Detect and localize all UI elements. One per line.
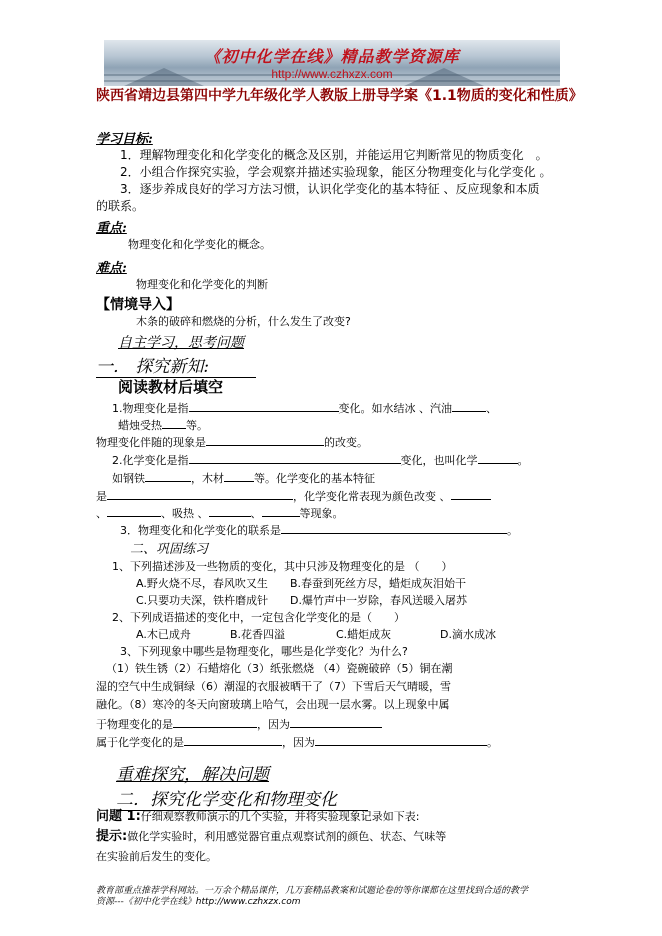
key-point-heading: 重点: (96, 221, 127, 236)
blank-q2-phen3[interactable] (209, 505, 251, 517)
footer-line-1: 教育部重点推荐学科网站。一万余个精品课件，几万套精品教案和试题论卷的等你课都在这里找到合适的教学 (96, 886, 529, 896)
objectives-heading: 学习目标: (96, 132, 153, 147)
e1-option-b[interactable]: B.春蚕到死丝方尽，蜡炬成灰泪始干 (290, 577, 467, 590)
blank-q2-phen2[interactable] (107, 505, 161, 517)
blank-q2-phen4[interactable] (262, 505, 300, 517)
blank-q1-gasoline[interactable] (452, 400, 486, 412)
e2-option-b[interactable]: B.花香四溢 (230, 628, 286, 641)
exercise-1: 1、下列描述涉及一些物质的变化，其中只涉及物理变化的是 （ ） (112, 560, 453, 573)
key-point-text: 物理变化和化学变化的概念。 (128, 238, 271, 251)
blank-e3-chemical[interactable] (184, 734, 282, 746)
fill-q2-line3: 是 ，化学变化常表现为颜色改变 、 (96, 488, 491, 504)
intro-heading: 【情境导入】 (96, 297, 180, 313)
objective-1: 1．理解物理变化和化学变化的概念及区别，并能运用它判断常见的物质变化 。 (120, 148, 548, 162)
e3-line-1: （1）铁生锈（2）石蜡熔化（3）纸张燃烧 （4）瓷碗破碎（5）铜在潮 (106, 662, 453, 675)
e3-line-2: 湿的空气中生成铜绿（6）潮湿的衣服被晒干了（7）下雪后天气晴暖，雪 (96, 680, 451, 693)
blank-e3-chemical-reason[interactable] (315, 734, 487, 746)
blank-q2-feature[interactable] (107, 488, 293, 500)
footer-line-2[interactable]: 资源---《初中化学在线》http://www.czhxzx.com (96, 897, 301, 907)
e1-option-d[interactable]: D.爆竹声中一岁除，春风送暖入屠苏 (290, 594, 467, 607)
difficulty-heading: 难点: (96, 261, 127, 276)
footer (96, 886, 528, 908)
objective-2: 2．小组合作探究实验，学会观察并描述实验现象，能区分物理变化与化学变化 。 (120, 165, 552, 179)
document-title: 陕西省靖边县第四中学九年级化学人教版上册导学案《1.1物质的变化和性质》 (96, 88, 583, 104)
banner-url-link[interactable]: http://www.czhxzx.com (271, 67, 393, 81)
blank-q1-phenomenon[interactable] (206, 434, 324, 446)
blank-q2-wood[interactable] (224, 470, 254, 482)
header-banner (104, 40, 560, 86)
banner-title: 《初中化学在线》精品教学资源库 (204, 47, 460, 66)
blank-q2-alias[interactable] (478, 452, 518, 464)
difficulty-text: 物理变化和化学变化的判断 (136, 278, 268, 291)
e3-line-3: 融化。（8）寒冷的冬天向窗玻璃上哈气，会出现一层水雾。以上现象中属 (96, 698, 450, 711)
blank-q3-relation[interactable] (281, 522, 507, 534)
e3-answer-chemical: 属于化学变化的是 ，因为 。 (96, 736, 498, 749)
hard-inquiry-heading: 重难探究，解决问题 (116, 765, 269, 785)
exercise-2: 2、下列成语描述的变化中，一定包含化学变化的是（ ） (112, 611, 405, 624)
blank-q2-steel[interactable] (145, 470, 191, 482)
e2-option-a[interactable]: A.木已成舟 (136, 628, 191, 641)
part2-heading: 二、巩固练习 (130, 542, 209, 557)
problem-1: 问题 1:仔细观察教师演示的几个实验，并将实验现象记录如下表: (96, 809, 420, 824)
fill-q2-line2: 如钢铁 ，木材 等。化学变化的基本特征 (112, 472, 375, 485)
fill-q1-line3: 物理变化伴随的现象是 的改变。 (96, 436, 368, 449)
fill-q1-line1: 1.物理变化是指 变化。如水结冰 、汽油 、 (112, 402, 497, 415)
objective-3-cont: 的联系。 (96, 199, 145, 213)
intro-text: 木条的破碎和燃烧的分析，什么发生了改变? (136, 315, 351, 328)
blank-q2-phen1[interactable] (451, 488, 491, 500)
blank-q1-candle[interactable] (162, 417, 186, 429)
part1-heading: 一． 探究新知: (96, 352, 256, 378)
part1-subheading: 阅读教材后填空 (118, 378, 224, 396)
e1-option-a[interactable]: A.野火烧不尽，春风吹又生 (136, 577, 268, 590)
tip-cont: 在实验前后发生的变化。 (96, 850, 217, 863)
e2-option-c[interactable]: C.蜡炬成灰 (336, 628, 392, 641)
self-study-heading: 自主学习，思考问题 (118, 335, 244, 351)
part3-heading: 二．探究化学变化和物理变化 (116, 785, 368, 811)
e2-option-d[interactable]: D.滴水成冰 (440, 628, 496, 641)
exercise-3: 3、下列现象中哪些是物理变化，哪些是化学变化？为什么? (120, 645, 408, 658)
fill-q2-line4: 、 、吸热 、 、 等现象。 (96, 507, 344, 520)
fill-q3-line: 3．物理变化和化学变化的联系是 。 (120, 524, 518, 537)
blank-q1-physical-def[interactable] (189, 400, 339, 412)
e3-answer-physical: 于物理变化的是 ，因为 (96, 716, 382, 732)
fill-q2-line1: 2.化学变化是指 变化，也叫化学 。 (112, 454, 529, 467)
e1-option-c[interactable]: C.只要功夫深，铁杵磨成针 (136, 594, 269, 607)
blank-e3-physical-reason[interactable] (290, 716, 382, 728)
tip: 提示:做化学实验时，利用感觉器官重点观察试剂的颜色、状态、气味等 (96, 829, 447, 844)
fill-q1-line2: 蜡烛受热 等。 (118, 419, 208, 432)
blank-q2-chemical-def[interactable] (189, 452, 401, 464)
objective-3: 3．逐步养成良好的学习方法习惯，认识化学变化的基本特征 、反应现象和本质 (120, 182, 540, 196)
blank-e3-physical[interactable] (173, 716, 257, 728)
